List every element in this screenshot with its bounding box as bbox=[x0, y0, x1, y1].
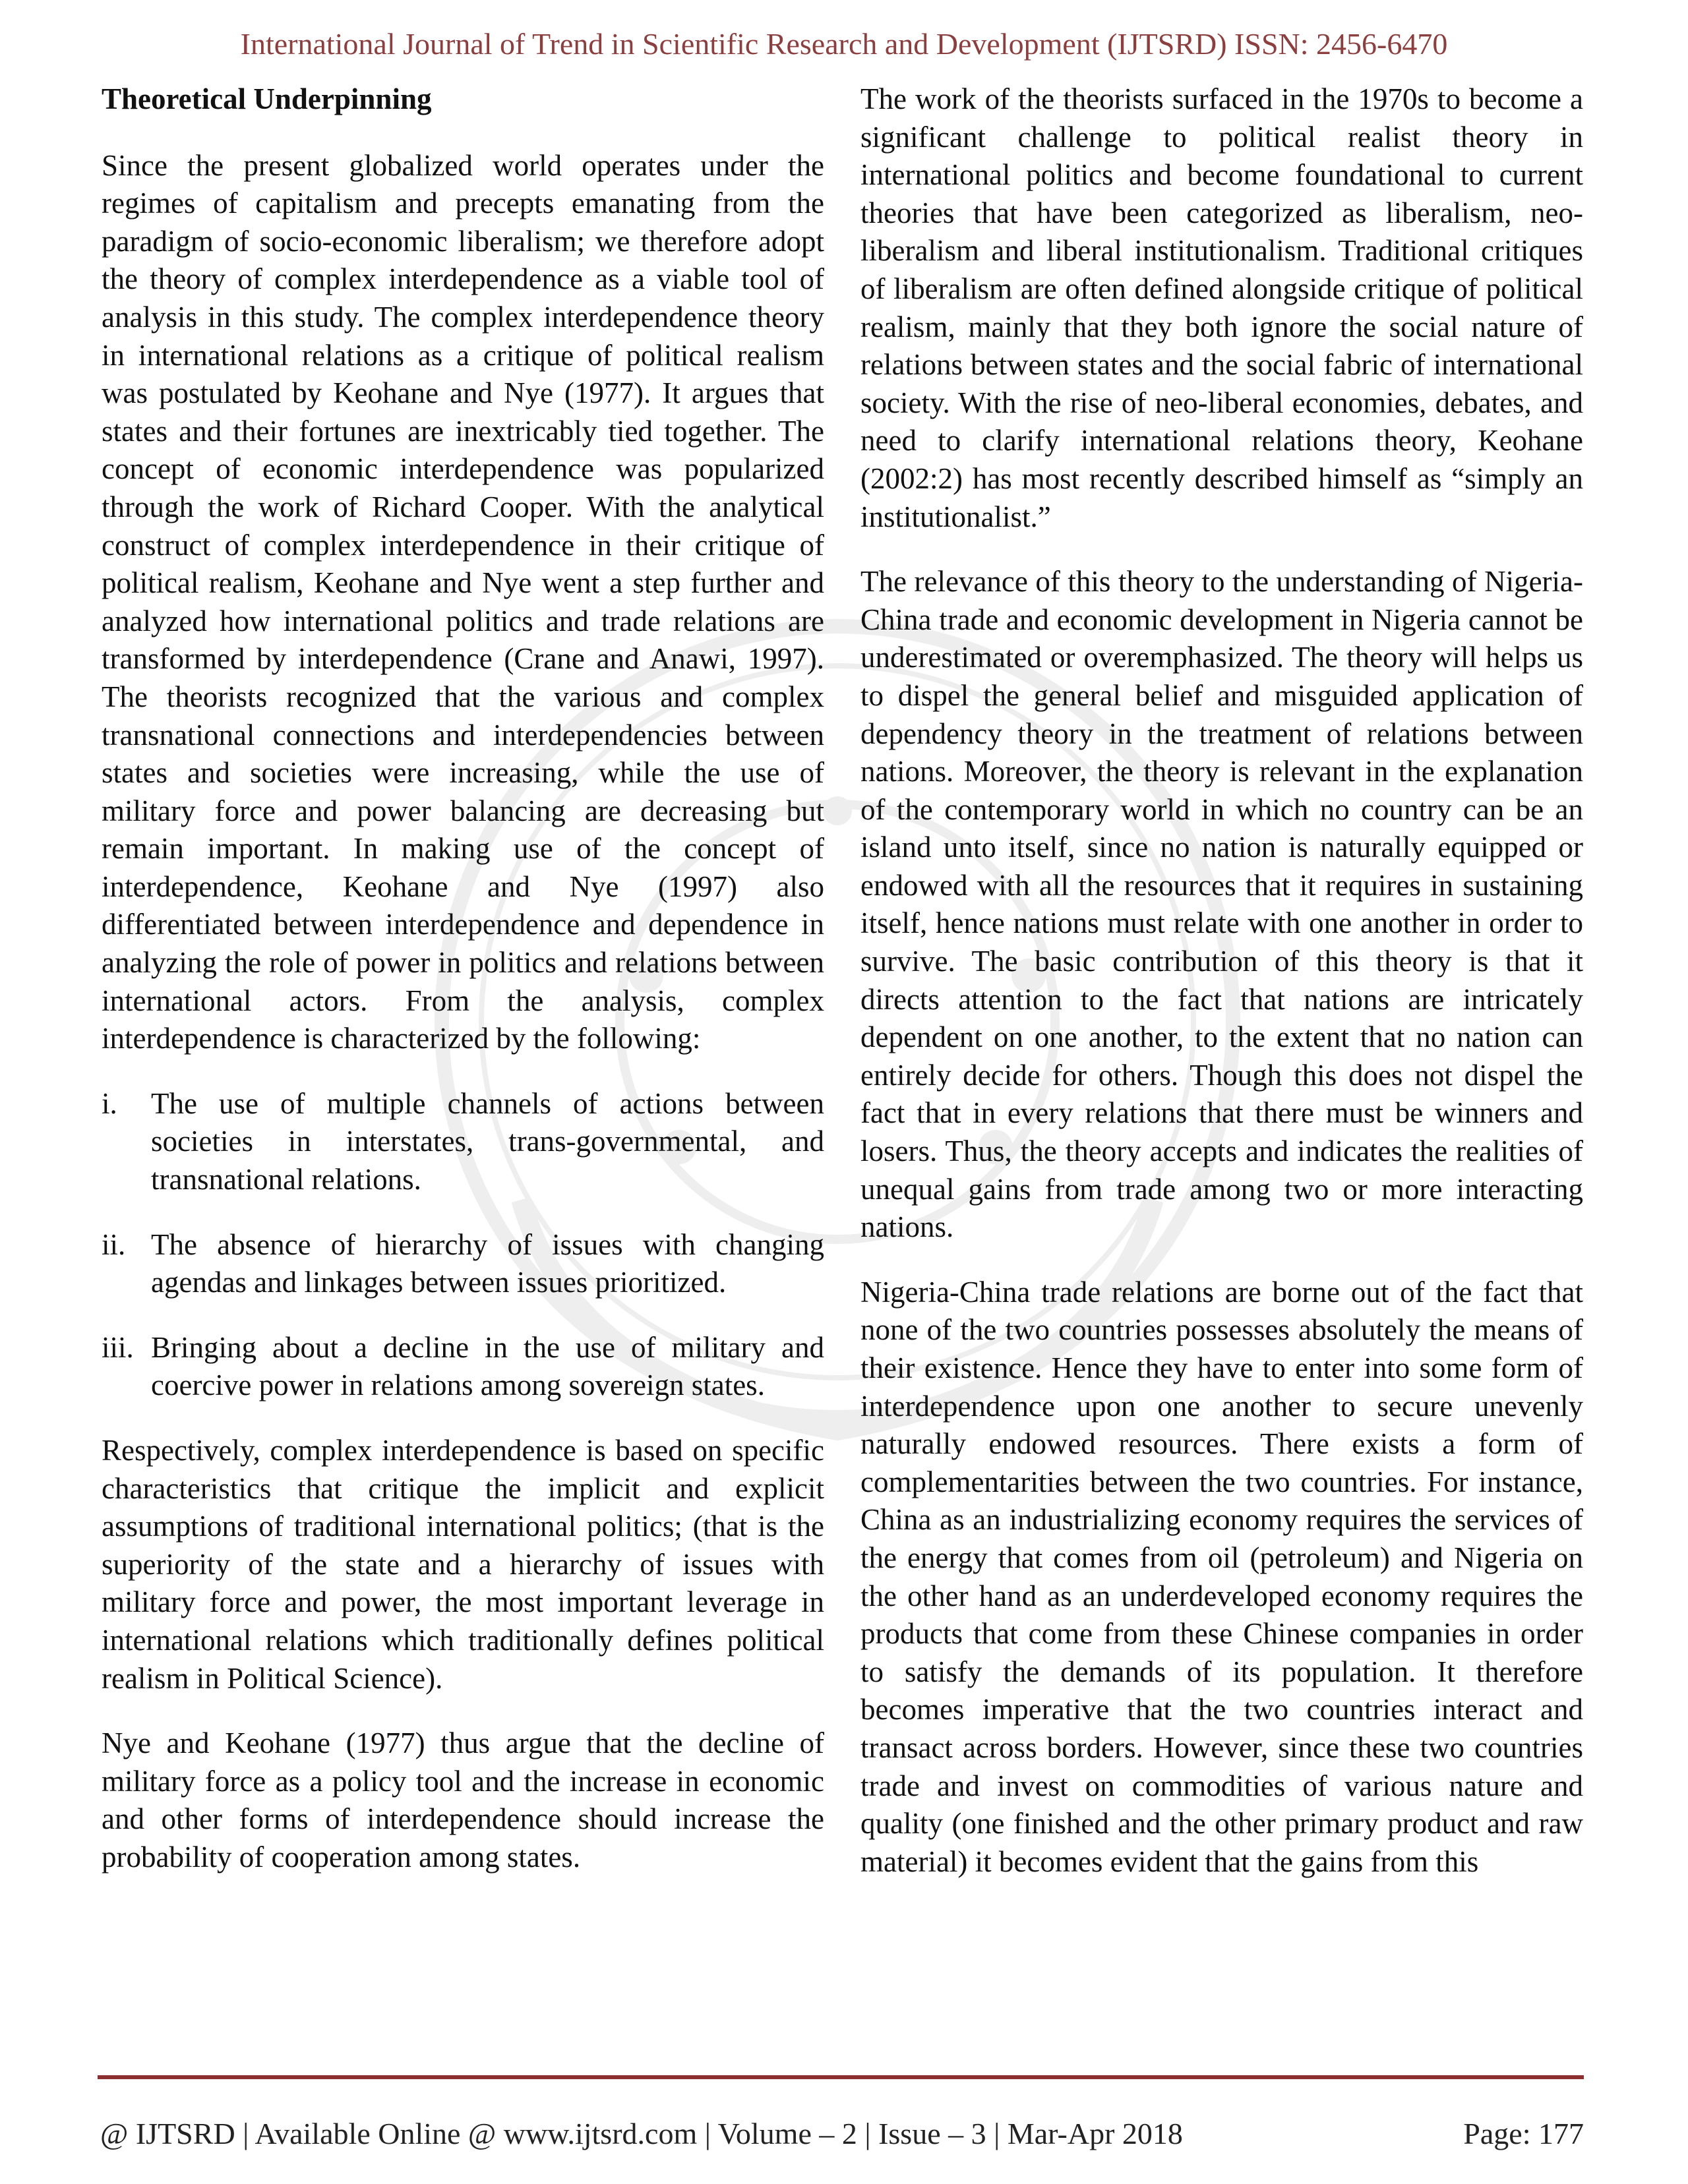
paragraph-nye-keohane: Nye and Keohane (1977) thus argue that the decline of military force as a policy tool and the increase in economic and other forms of interdependence should increase the probability of cooperation among states. bbox=[102, 1727, 824, 1874]
page-footer bbox=[100, 2116, 1584, 2151]
list-item-text: The absence of hierarchy of issues with changing agendas and linkages between issues prioritized. bbox=[151, 1227, 824, 1299]
right-column bbox=[860, 80, 1583, 1908]
footer-citation: @ IJTSRD | Available Online @ www.ijtsrd.com | Volume – 2 | Issue – 3 | Mar-Apr 2018 bbox=[100, 2117, 1183, 2150]
list-item bbox=[102, 1085, 824, 1199]
page-number: Page: 177 bbox=[1463, 2117, 1584, 2150]
paragraph-theory-intro: Since the present globalized world operates under the regimes of capitalism and precepts emanating from the paradigm of socio-economic liberalism; we therefore adopt the theory of complex interdependence as a viable tool of analysis in this study. The complex interdependence theory in international relations as a critique of political realism was postulated by Keohane and Nye (1977). It argues that states and their fortunes are inextricably tied together. The concept of economic interdependence was popularized through the work of Richard Cooper. With the analytical construct of complex interdependence in their critique of political realism, Keohane and Nye went a step further and analyzed how international politics and trade relations are transformed by interdependence (Crane and Anawi, 1997). The theorists recognized that the various and complex transnational connections and interdependencies between states and societies were increasing, while the use of military force and power balancing are decreasing but remain important. In making use of the concept of interdependence, Keohane and Nye (1997) also differentiated between interdependence and dependence in analyzing the role of power in politics and relations between international actors. From the analysis, complex interdependence is characterized by the following: bbox=[102, 148, 824, 1055]
paragraph-relevance: The relevance of this theory to the understanding of Nigeria-China trade and economic development in Nigeria cannot be underestimated or overemphasized. The theory will helps us to dispel the general belief and misguided application of dependency theory in the treatment of relations between nations. Moreover, the theory is relevant in the explanation of the contemporary world in which no country can be an island unto itself, since no nation is naturally equipped or endowed with all the resources that it requires in sustaining itself, hence nations must relate with one another in order to survive. The basic contribution of this theory is that it directs attention to the fact that nations are intricately dependent on one another, to the extent that no nation can entirely decide for others. Though this does not dispel the fact that in every relations that there must be winners and losers. Thus, the theory accepts and indicates the realities of unequal gains from trade among two or more interacting nations. bbox=[860, 565, 1583, 1244]
paragraph-characteristics: Respectively, complex interdependence is based on specific characteristics that critique the implicit and explicit assumptions of traditional international politics; (that is the superiority of the state and a hierarchy of issues with military force and power, the most important leverage in international relations which traditionally defines political realism in Political Science). bbox=[102, 1434, 824, 1695]
paragraph-theorists-1970s: The work of the theorists surfaced in the 1970s to become a significant challenge to political realist theory in international politics and become foundational to current theories that have been categorized as liberalism, neo-liberalism and liberal institutionalism. Traditional critiques of liberalism are often defined alongside critique of political realism, mainly that they both ignore the social nature of relations between states and the social fabric of international society. With the rise of neo-liberal economies, debates, and need to clarify international relations theory, Keohane (2002:2) has most recently described himself as “simply an institutionalist.” bbox=[860, 82, 1583, 533]
list-marker: ii. bbox=[102, 1227, 126, 1261]
list-item-text: Bringing about a decline in the use of military and coercive power in relations among sovereign states. bbox=[151, 1330, 824, 1402]
list-marker: iii. bbox=[102, 1330, 134, 1364]
list-marker: i. bbox=[102, 1086, 117, 1120]
left-column bbox=[102, 80, 824, 1904]
list-item bbox=[102, 1329, 824, 1405]
list-item-text: The use of multiple channels of actions between societies in interstates, trans-governmental, and transnational relations. bbox=[151, 1086, 824, 1196]
section-title: Theoretical Underpinning bbox=[102, 82, 432, 115]
journal-header: International Journal of Trend in Scientific Research and Development (IJTSRD) ISSN: 2456-6470 bbox=[240, 27, 1448, 61]
footer-divider bbox=[98, 2075, 1584, 2079]
paragraph-nigeria-china: Nigeria-China trade relations are borne out of the fact that none of the two countries possesses absolutely the means of their existence. Hence they have to enter into some form of interdependence upon one another to secure unevenly naturally endowed resources. There exists a form of complementarities between the two countries. For instance, China as an industrializing economy requires the services of the energy that comes from oil (petroleum) and Nigeria on the other hand as an underdeveloped economy requires the products that come from these Chinese companies in order to satisfy the demands of its population. It therefore becomes imperative that the two countries interact and transact across borders. However, since these two countries trade and invest on commodities of various nature and quality (one finished and the other primary product and raw material) it becomes evident that the gains from this bbox=[860, 1275, 1583, 1878]
list-item bbox=[102, 1226, 824, 1302]
